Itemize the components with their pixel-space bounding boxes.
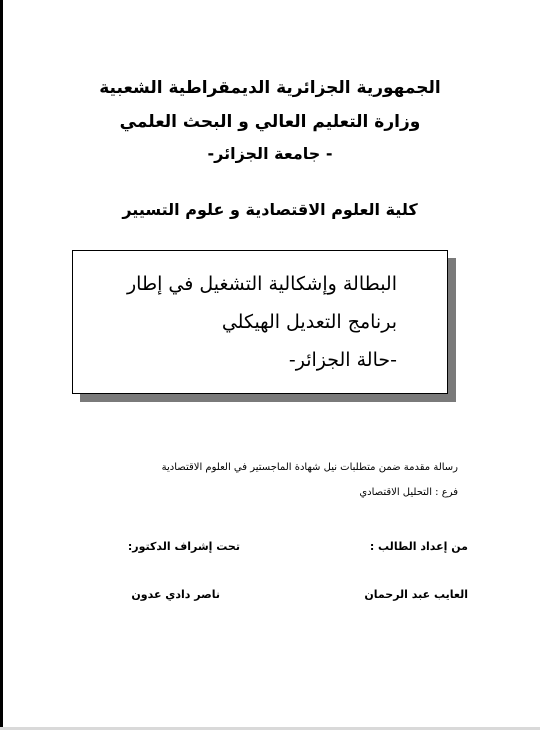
ministry-header: وزارة التعليم العالي و البحث العلمي	[119, 112, 421, 132]
supervisor-name: ناصر دادي عدون	[131, 588, 220, 601]
university-header: - جامعة الجزائر-	[207, 144, 333, 163]
page-left-border	[0, 0, 3, 730]
faculty-header: كلية العلوم الاقتصادية و علوم التسيير	[122, 200, 418, 219]
supervisor-label: تحت إشراف الدكتور:	[127, 540, 240, 553]
thesis-title-line-1: البطالة وإشكالية التشغيل في إطار	[127, 273, 397, 295]
thesis-title-line-3: -حالة الجزائر-	[288, 349, 397, 371]
prepared-by-label: من إعداد الطالب :	[369, 540, 468, 553]
thesis-title-line-2: برنامج التعديل الهيكلي	[221, 311, 397, 333]
submission-statement: رسالة مقدمة ضمن متطلبات نيل شهادة الماجستير في العلوم الاقتصادية	[161, 462, 458, 473]
republic-header: الجمهورية الجزائرية الديمقراطية الشعبية	[99, 78, 441, 98]
title-box	[72, 250, 448, 394]
student-name: العايب عبد الرحمان	[364, 588, 468, 601]
specialization: فرع : التحليل الاقتصادي	[359, 487, 458, 498]
